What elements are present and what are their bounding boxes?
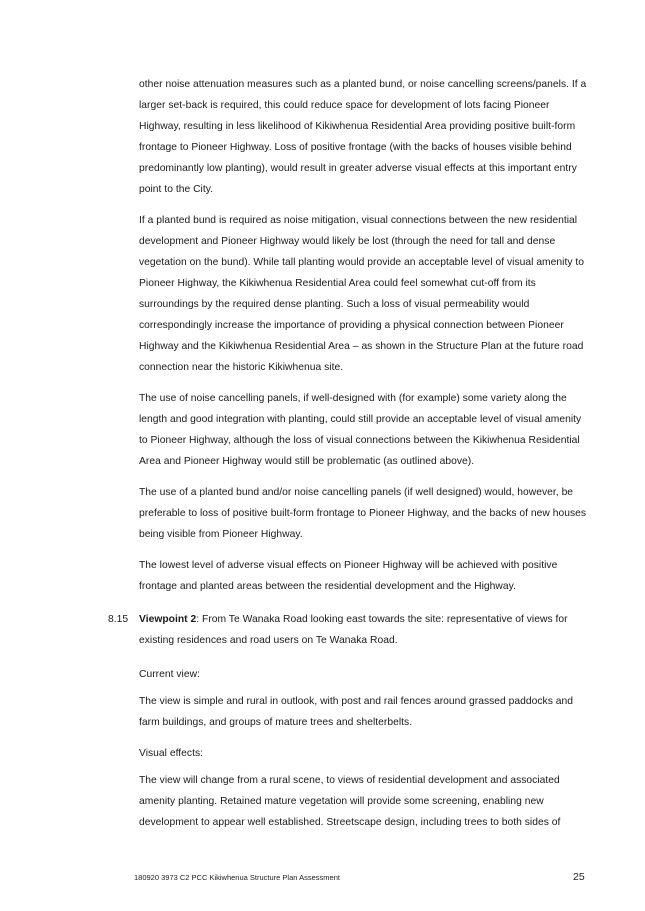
paragraph-noise-panels: The use of noise cancelling panels, if well-designed with (for example) some variety along the length and good integration with planting, could still provide an acceptable level of visual amenity to Pioneer Highway, although the loss of visual connections between the Kikiwhenua Residential Area and Pioneer Highway would still be problematic (as outlined above).	[139, 393, 582, 467]
section-text: : From Te Wanaka Road looking east towards the site: representative of views for existing residences and road users on Te Wanaka Road.	[139, 614, 568, 646]
paragraph-lowest-effects: The lowest level of adverse visual effects on Pioneer Highway will be achieved with positive frontage and planted areas between the residential development and the Highway.	[139, 560, 558, 592]
section-viewpoint-2	[139, 609, 589, 651]
current-view-label: Current view:	[139, 669, 200, 680]
section-number: 8.15	[108, 614, 129, 625]
paragraph-planted-bund: If a planted bund is required as noise mitigation, visual connections between the new residential development and Pioneer Highway would likely be lost (through the need for tall and dense vegetation on the bund). While tall planting would provide an acceptable level of visual amenity to Pioneer Highway, the Kikiwhenua Residential Area could feel somewhat cut-off from its surroundings by the required dense planting. Such a loss of visual permeability would correspondingly increase the importance of providing a physical connection between Pioneer Highway and the Kikiwhenua Residential Area – as shown in the Structure Plan at the future road connection near the historic Kikiwhenua site.	[139, 215, 585, 373]
footer-page-number: 25	[573, 871, 585, 883]
visual-effects-label: Visual effects:	[139, 748, 204, 759]
current-view-text: The view is simple and rural in outlook, with post and rail fences around grassed paddocks and farm buildings, and groups of mature trees and shelterbelts.	[139, 696, 574, 728]
paragraph-preference: The use of a planted bund and/or noise cancelling panels (if well designed) would, however, be preferable to loss of positive built-form frontage to Pioneer Highway, and the backs of new houses being visible from Pioneer Highway.	[139, 487, 587, 540]
paragraph-noise-attenuation: other noise attenuation measures such as a planted bund, or noise cancelling screens/panels. If a larger set-back is required, this could reduce space for development of lots facing Pioneer Highway, resulting in less likelihood of Kikiwhenua Residential Area providing positive built-form frontage to Pioneer Highway. Loss of positive frontage (with the backs of houses visible behind predominantly low planting), would result in greater adverse visual effects at this important entry point to the City.	[139, 79, 587, 195]
visual-effects-text: The view will change from a rural scene, to views of residential development and associated amenity planting. Retained mature vegetation will provide some screening, enabling new development to appear well established. Streetscape design, including trees to both sides of	[139, 775, 561, 828]
footer-document-id: 180920 3973 C2 PCC Kikiwhenua Structure Plan Assessment	[134, 873, 340, 882]
section-title: Viewpoint 2	[139, 614, 197, 625]
